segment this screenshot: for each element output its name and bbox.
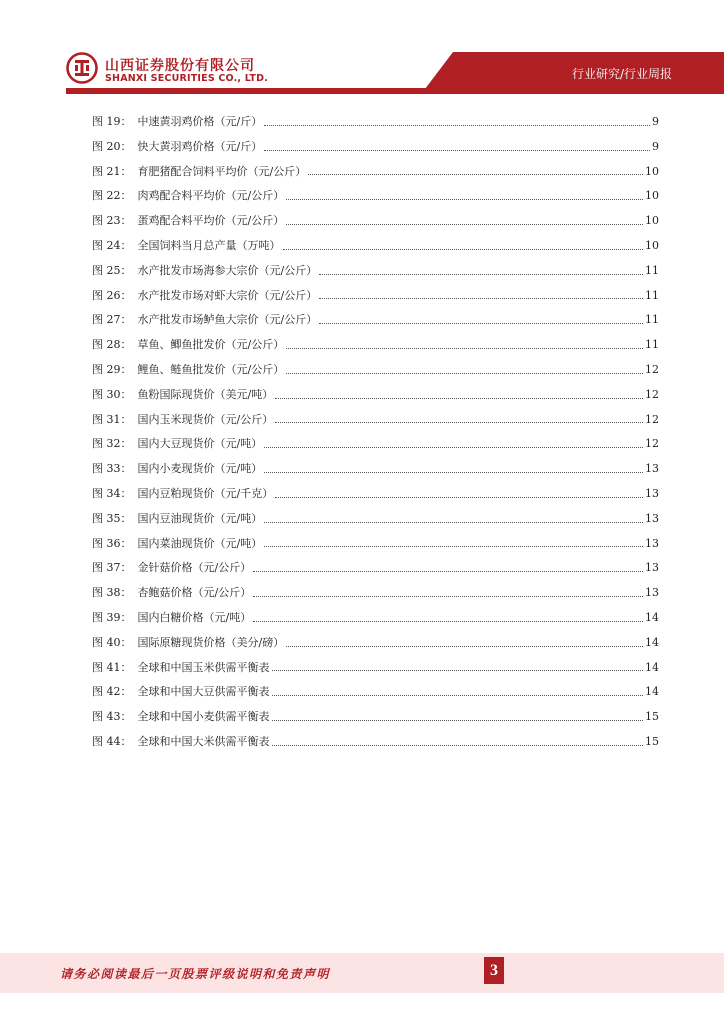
toc-figure-title: 国内豆油现货价（元/吨） bbox=[137, 511, 263, 525]
toc-entry[interactable] bbox=[92, 705, 659, 730]
toc-entry[interactable] bbox=[92, 408, 659, 433]
toc-figure-title: 全国饲料当月总产量（万吨） bbox=[137, 238, 281, 252]
toc-figure-title: 蛋鸡配合料平均价（元/公斤） bbox=[137, 214, 285, 228]
toc-page-number: 14 bbox=[645, 635, 659, 649]
toc-figure-number: 图 37： bbox=[92, 561, 132, 575]
toc-entry[interactable] bbox=[92, 135, 659, 160]
toc-figure-title: 快大黄羽鸡价格（元/斤） bbox=[137, 139, 263, 153]
toc-dot-leader bbox=[253, 595, 643, 597]
toc-page-number: 10 bbox=[645, 238, 659, 252]
toc-page-number: 12 bbox=[645, 412, 659, 426]
toc-page-number: 10 bbox=[645, 189, 659, 203]
toc-figure-title: 草鱼、鲫鱼批发价（元/公斤） bbox=[137, 338, 285, 352]
toc-figure-number: 图 40： bbox=[92, 635, 132, 649]
toc-page-number: 13 bbox=[645, 511, 659, 525]
toc-dot-leader bbox=[275, 421, 643, 423]
toc-figure-number: 图 27： bbox=[92, 313, 132, 327]
toc-figure-number: 图 32： bbox=[92, 437, 132, 451]
toc-dot-leader bbox=[272, 744, 644, 746]
toc-dot-leader bbox=[286, 372, 643, 374]
toc-figure-number: 图 41： bbox=[92, 660, 132, 674]
toc-dot-leader bbox=[286, 198, 643, 200]
toc-dot-leader bbox=[264, 545, 643, 547]
toc-figure-title: 全球和中国玉米供需平衡表 bbox=[137, 660, 270, 674]
toc-figure-title: 鱼粉国际现货价（美元/吨） bbox=[137, 387, 274, 401]
toc-figure-title: 水产批发市场海参大宗价（元/公斤） bbox=[137, 263, 318, 277]
toc-dot-leader bbox=[264, 149, 650, 151]
toc-page-number: 14 bbox=[645, 660, 659, 674]
toc-dot-leader bbox=[275, 496, 643, 498]
toc-page-number: 13 bbox=[645, 462, 659, 476]
toc-page-number: 15 bbox=[645, 710, 659, 724]
toc-page-number: 11 bbox=[645, 338, 659, 352]
toc-page-number: 9 bbox=[652, 115, 659, 128]
toc-dot-leader bbox=[253, 620, 643, 622]
toc-entry[interactable] bbox=[92, 110, 659, 135]
toc-entry[interactable] bbox=[92, 482, 659, 507]
toc-dot-leader bbox=[286, 347, 643, 349]
toc-dot-leader bbox=[272, 669, 644, 671]
toc-page-number: 14 bbox=[645, 610, 659, 624]
toc-entry[interactable] bbox=[92, 730, 659, 755]
toc-figure-title: 金针菇价格（元/公斤） bbox=[137, 561, 252, 575]
toc-entry[interactable] bbox=[92, 581, 659, 606]
header-rule bbox=[66, 88, 724, 94]
toc-page-number: 13 bbox=[645, 561, 659, 575]
toc-figure-number: 图 19： bbox=[92, 115, 132, 128]
toc-entry[interactable] bbox=[92, 160, 659, 185]
toc-figure-number: 图 30： bbox=[92, 387, 132, 401]
toc-dot-leader bbox=[272, 719, 644, 721]
toc-figure-number: 图 24： bbox=[92, 238, 132, 252]
toc-dot-leader bbox=[275, 397, 643, 399]
toc-page-number: 12 bbox=[645, 362, 659, 376]
toc-entry[interactable] bbox=[92, 656, 659, 681]
toc-figure-number: 图 21： bbox=[92, 164, 132, 178]
toc-dot-leader bbox=[308, 173, 643, 175]
toc-figure-title: 杏鲍菇价格（元/公斤） bbox=[137, 586, 252, 600]
toc-page-number: 12 bbox=[645, 387, 659, 401]
toc-page-number: 11 bbox=[645, 263, 659, 277]
page-number: 3 bbox=[484, 957, 504, 984]
toc-entry[interactable] bbox=[92, 680, 659, 705]
toc-page-number: 9 bbox=[652, 139, 659, 153]
toc-figure-number: 图 29： bbox=[92, 362, 132, 376]
toc-figure-title: 国内小麦现货价（元/吨） bbox=[137, 462, 263, 476]
toc-figure-number: 图 44： bbox=[92, 734, 132, 748]
toc-figure-number: 图 26： bbox=[92, 288, 132, 302]
toc-figure-title: 水产批发市场鲈鱼大宗价（元/公斤） bbox=[137, 313, 318, 327]
toc-figure-title: 全球和中国大米供需平衡表 bbox=[137, 734, 270, 748]
toc-entry[interactable] bbox=[92, 234, 659, 259]
toc-figure-title: 中速黄羽鸡价格（元/斤） bbox=[137, 115, 263, 128]
toc-figure-number: 图 22： bbox=[92, 189, 132, 203]
toc-entry[interactable] bbox=[92, 333, 659, 358]
toc-entry[interactable] bbox=[92, 184, 659, 209]
toc-page-number: 11 bbox=[645, 288, 659, 302]
toc-entry[interactable] bbox=[92, 209, 659, 234]
toc-figure-number: 图 35： bbox=[92, 511, 132, 525]
toc-page-number: 12 bbox=[645, 437, 659, 451]
toc-entry[interactable] bbox=[92, 358, 659, 383]
toc-entry[interactable] bbox=[92, 284, 659, 309]
toc-figure-title: 全球和中国大豆供需平衡表 bbox=[137, 685, 270, 699]
toc-page-number: 10 bbox=[645, 164, 659, 178]
toc-entry[interactable] bbox=[92, 606, 659, 631]
report-type-label: 行业研究/行业周报 bbox=[571, 67, 672, 81]
toc-page-number: 13 bbox=[645, 536, 659, 550]
toc-dot-leader bbox=[264, 124, 650, 126]
toc-figure-number: 图 23： bbox=[92, 214, 132, 228]
figure-index-list bbox=[92, 110, 659, 755]
toc-entry[interactable] bbox=[92, 556, 659, 581]
toc-dot-leader bbox=[319, 322, 643, 324]
toc-figure-title: 水产批发市场对虾大宗价（元/公斤） bbox=[137, 288, 318, 302]
toc-figure-title: 国内豆粕现货价（元/千克） bbox=[137, 486, 274, 500]
toc-figure-number: 图 36： bbox=[92, 536, 132, 550]
toc-dot-leader bbox=[253, 570, 643, 572]
toc-page-number: 11 bbox=[645, 313, 659, 327]
toc-entry[interactable] bbox=[92, 631, 659, 656]
toc-figure-number: 图 20： bbox=[92, 139, 132, 153]
toc-figure-number: 图 42： bbox=[92, 685, 132, 699]
toc-figure-title: 国内白糖价格（元/吨） bbox=[137, 610, 252, 624]
toc-dot-leader bbox=[264, 471, 643, 473]
toc-dot-leader bbox=[264, 521, 643, 523]
disclaimer-notice: 请务必阅读最后一页股票评级说明和免责声明 bbox=[60, 967, 331, 981]
toc-entry[interactable] bbox=[92, 308, 659, 333]
toc-entry[interactable] bbox=[92, 457, 659, 482]
toc-figure-title: 鲤鱼、鲢鱼批发价（元/公斤） bbox=[137, 362, 285, 376]
toc-dot-leader bbox=[286, 645, 643, 647]
page-footer bbox=[0, 953, 724, 993]
toc-figure-number: 图 34： bbox=[92, 486, 132, 500]
toc-dot-leader bbox=[264, 446, 643, 448]
company-name-cn: 山西证券股份有限公司 bbox=[105, 58, 255, 74]
toc-figure-title: 国内菜油现货价（元/吨） bbox=[137, 536, 263, 550]
toc-figure-number: 图 39： bbox=[92, 610, 132, 624]
toc-figure-title: 肉鸡配合料平均价（元/公斤） bbox=[137, 189, 285, 203]
page-header bbox=[0, 0, 724, 96]
toc-figure-title: 国内玉米现货价（元/公斤） bbox=[137, 412, 274, 426]
toc-dot-leader bbox=[319, 297, 643, 299]
toc-dot-leader bbox=[283, 248, 644, 250]
toc-page-number: 15 bbox=[645, 734, 659, 748]
toc-figure-title: 育肥猪配合饲料平均价（元/公斤） bbox=[137, 164, 307, 178]
toc-figure-number: 图 33： bbox=[92, 462, 132, 476]
toc-figure-number: 图 31： bbox=[92, 412, 132, 426]
toc-entry[interactable] bbox=[92, 532, 659, 557]
shanxi-securities-logo-icon bbox=[66, 52, 98, 84]
toc-entry[interactable] bbox=[92, 507, 659, 532]
toc-figure-number: 图 25： bbox=[92, 263, 132, 277]
toc-figure-number: 图 43： bbox=[92, 710, 132, 724]
toc-entry[interactable] bbox=[92, 432, 659, 457]
toc-entry[interactable] bbox=[92, 383, 659, 408]
toc-figure-title: 全球和中国小麦供需平衡表 bbox=[137, 710, 270, 724]
toc-dot-leader bbox=[272, 694, 644, 696]
toc-page-number: 14 bbox=[645, 685, 659, 699]
toc-dot-leader bbox=[319, 273, 643, 275]
toc-figure-number: 图 28： bbox=[92, 338, 132, 352]
toc-figure-title: 国内大豆现货价（元/吨） bbox=[137, 437, 263, 451]
company-name-en: SHANXI SECURITIES CO., LTD. bbox=[105, 73, 269, 84]
toc-page-number: 13 bbox=[645, 486, 659, 500]
toc-page-number: 13 bbox=[645, 586, 659, 600]
toc-dot-leader bbox=[286, 223, 643, 225]
toc-figure-title: 国际原糖现货价格（美分/磅） bbox=[137, 635, 285, 649]
toc-page-number: 10 bbox=[645, 214, 659, 228]
toc-entry[interactable] bbox=[92, 259, 659, 284]
toc-figure-number: 图 38： bbox=[92, 586, 132, 600]
